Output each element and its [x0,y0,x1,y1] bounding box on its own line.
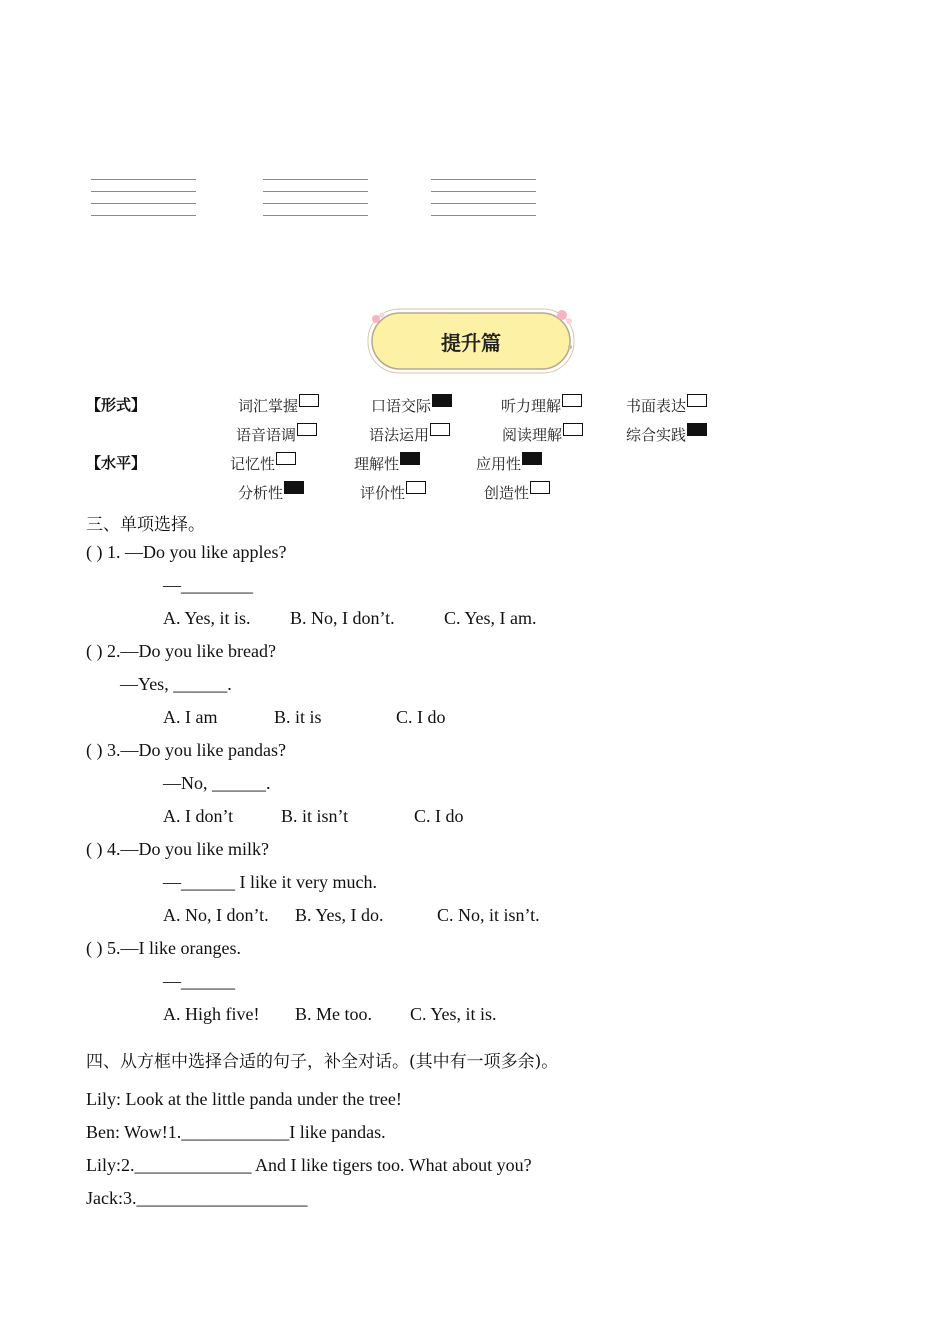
form-item-listening: 听力理解 [501,394,582,416]
question-4-answer: —______ I like it very much. [163,872,377,892]
level-label: 【水平】 [86,454,147,472]
question-1-answer: —________ [163,575,253,595]
form-item-vocabulary: 词汇掌握 [238,394,319,416]
level-item-evaluation: 评价性 [360,481,426,503]
checkbox-icon [406,481,426,494]
checkbox-icon [276,452,296,465]
dialog-line-2: Ben: Wow!1.____________I like pandas. [86,1122,386,1142]
dialog-line-1: Lily: Look at the little panda under the tree! [86,1089,402,1109]
form-item-writing: 书面表达 [626,394,707,416]
ruled-lines-3 [431,179,536,227]
section3-title: 三、单项选择。 [86,515,205,535]
level-item-understanding: 理解性 [354,452,420,474]
level-item-analysis: 分析性 [238,481,304,503]
question-3-option-c: C. I do [414,806,464,826]
checkbox-icon [299,394,319,407]
question-4-option-a: A. No, I don’t. [163,905,269,925]
form-label: 【形式】 [86,396,147,414]
question-5-stem: ( ) 5.—I like oranges. [86,938,241,958]
question-4-option-b: B. Yes, I do. [295,905,384,925]
level-item-memory: 记忆性 [230,452,296,474]
question-2-option-b: B. it is [274,707,322,727]
question-3-option-a: A. I don’t [163,806,234,826]
form-item-pronunciation: 语音语调 [236,423,317,445]
checkbox-icon [430,423,450,436]
checkbox-checked-icon [284,481,304,494]
question-1-stem: ( ) 1. —Do you like apples? [86,542,287,562]
question-3-stem: ( ) 3.—Do you like pandas? [86,740,286,760]
checkbox-checked-icon [687,423,707,436]
dialog-line-3: Lily:2._____________ And I like tigers too. What about you? [86,1155,532,1175]
question-2-option-c: C. I do [396,707,446,727]
question-2-stem: ( ) 2.—Do you like bread? [86,641,276,661]
checkbox-icon [563,423,583,436]
form-item-speaking: 口语交际 [371,394,452,416]
question-5-option-a: A. High five! [163,1004,260,1024]
question-2-answer: —Yes, ______. [120,674,232,694]
form-item-reading: 阅读理解 [502,423,583,445]
question-4-stem: ( ) 4.—Do you like milk? [86,839,269,859]
question-5-option-c: C. Yes, it is. [410,1004,497,1024]
ruled-lines-1 [91,179,196,227]
level-item-application: 应用性 [476,452,542,474]
checkbox-checked-icon [432,394,452,407]
checkbox-icon [562,394,582,407]
ruled-lines-2 [263,179,368,227]
level-item-creation: 创造性 [484,481,550,503]
section-banner [366,307,576,375]
question-5-option-b: B. Me too. [295,1004,373,1024]
question-1-option-a: A. Yes, it is. [163,608,251,628]
question-5-answer: —______ [163,971,235,991]
banner-title: 提升篇 [441,330,501,355]
checkbox-icon [530,481,550,494]
checkbox-icon [687,394,707,407]
question-2-option-a: A. I am [163,707,218,727]
form-item-grammar: 语法运用 [369,423,450,445]
question-1-option-b: B. No, I don’t. [290,608,395,628]
checkbox-icon [297,423,317,436]
checkbox-checked-icon [400,452,420,465]
dialog-line-4: Jack:3.___________________ [86,1188,308,1208]
question-4-option-c: C. No, it isn’t. [437,905,540,925]
question-3-answer: —No, ______. [163,773,271,793]
checkbox-checked-icon [522,452,542,465]
question-3-option-b: B. it isn’t [281,806,349,826]
question-1-option-c: C. Yes, I am. [444,608,537,628]
form-item-practice: 综合实践 [626,423,707,445]
section4-title: 四、从方框中选择合适的句子，补全对话。(其中有一项多余)。 [86,1052,559,1072]
